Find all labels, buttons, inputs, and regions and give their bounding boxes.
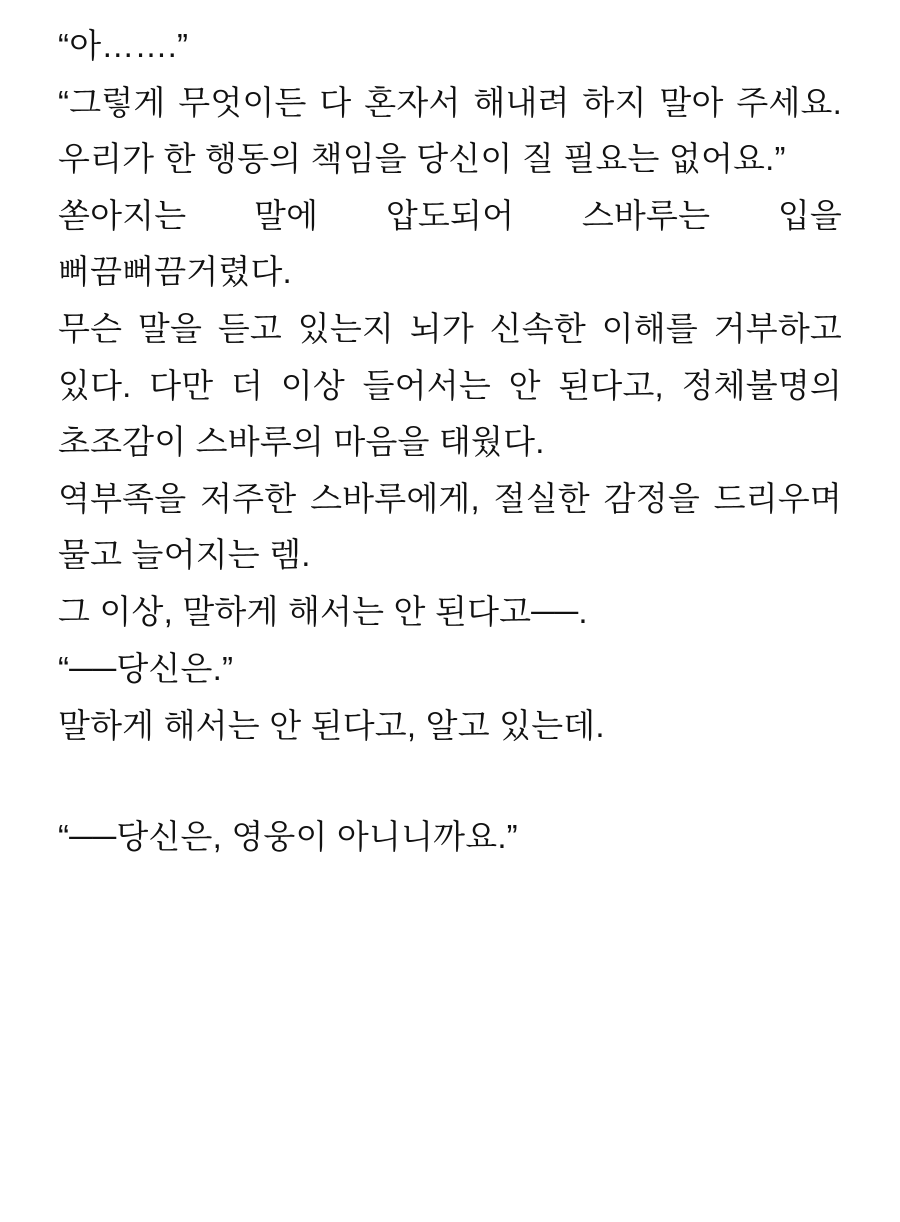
- paragraph-6: 그 이상, 말하게 해서는 안 된다고──.: [58, 592, 588, 630]
- paragraph-4: 무슨 말을 듣고 있는지 뇌가 신속한 이해를 거부하고 있다. 다만 더 이상 들어서는 안 된다고, 정체불명의 초조감이 스바루의 마음을 태웠다.: [58, 310, 842, 460]
- paragraph-3: 쏟아지는 말에 압도되어 스바루는 입을 뻐끔뻐끔거렸다.: [58, 197, 842, 291]
- paragraph-7: “──당신은.”: [58, 650, 234, 688]
- paragraph-9: “──당신은, 영웅이 아니니까요.”: [58, 818, 518, 856]
- paragraph-spacer: [58, 755, 842, 809]
- paragraph-5: 역부족을 저주한 스바루에게, 절실한 감정을 드리우며 물고 늘어지는 렘.: [58, 479, 842, 573]
- paragraph-1: “아…….”: [58, 27, 189, 64]
- paragraph-8: 말하게 해서는 안 된다고, 알고 있는데.: [58, 707, 605, 745]
- paragraph-2: “그렇게 무엇이든 다 혼자서 해내려 하지 말아 주세요. 우리가 한 행동의 책임을 당신이 질 필요는 없어요.”: [58, 84, 842, 178]
